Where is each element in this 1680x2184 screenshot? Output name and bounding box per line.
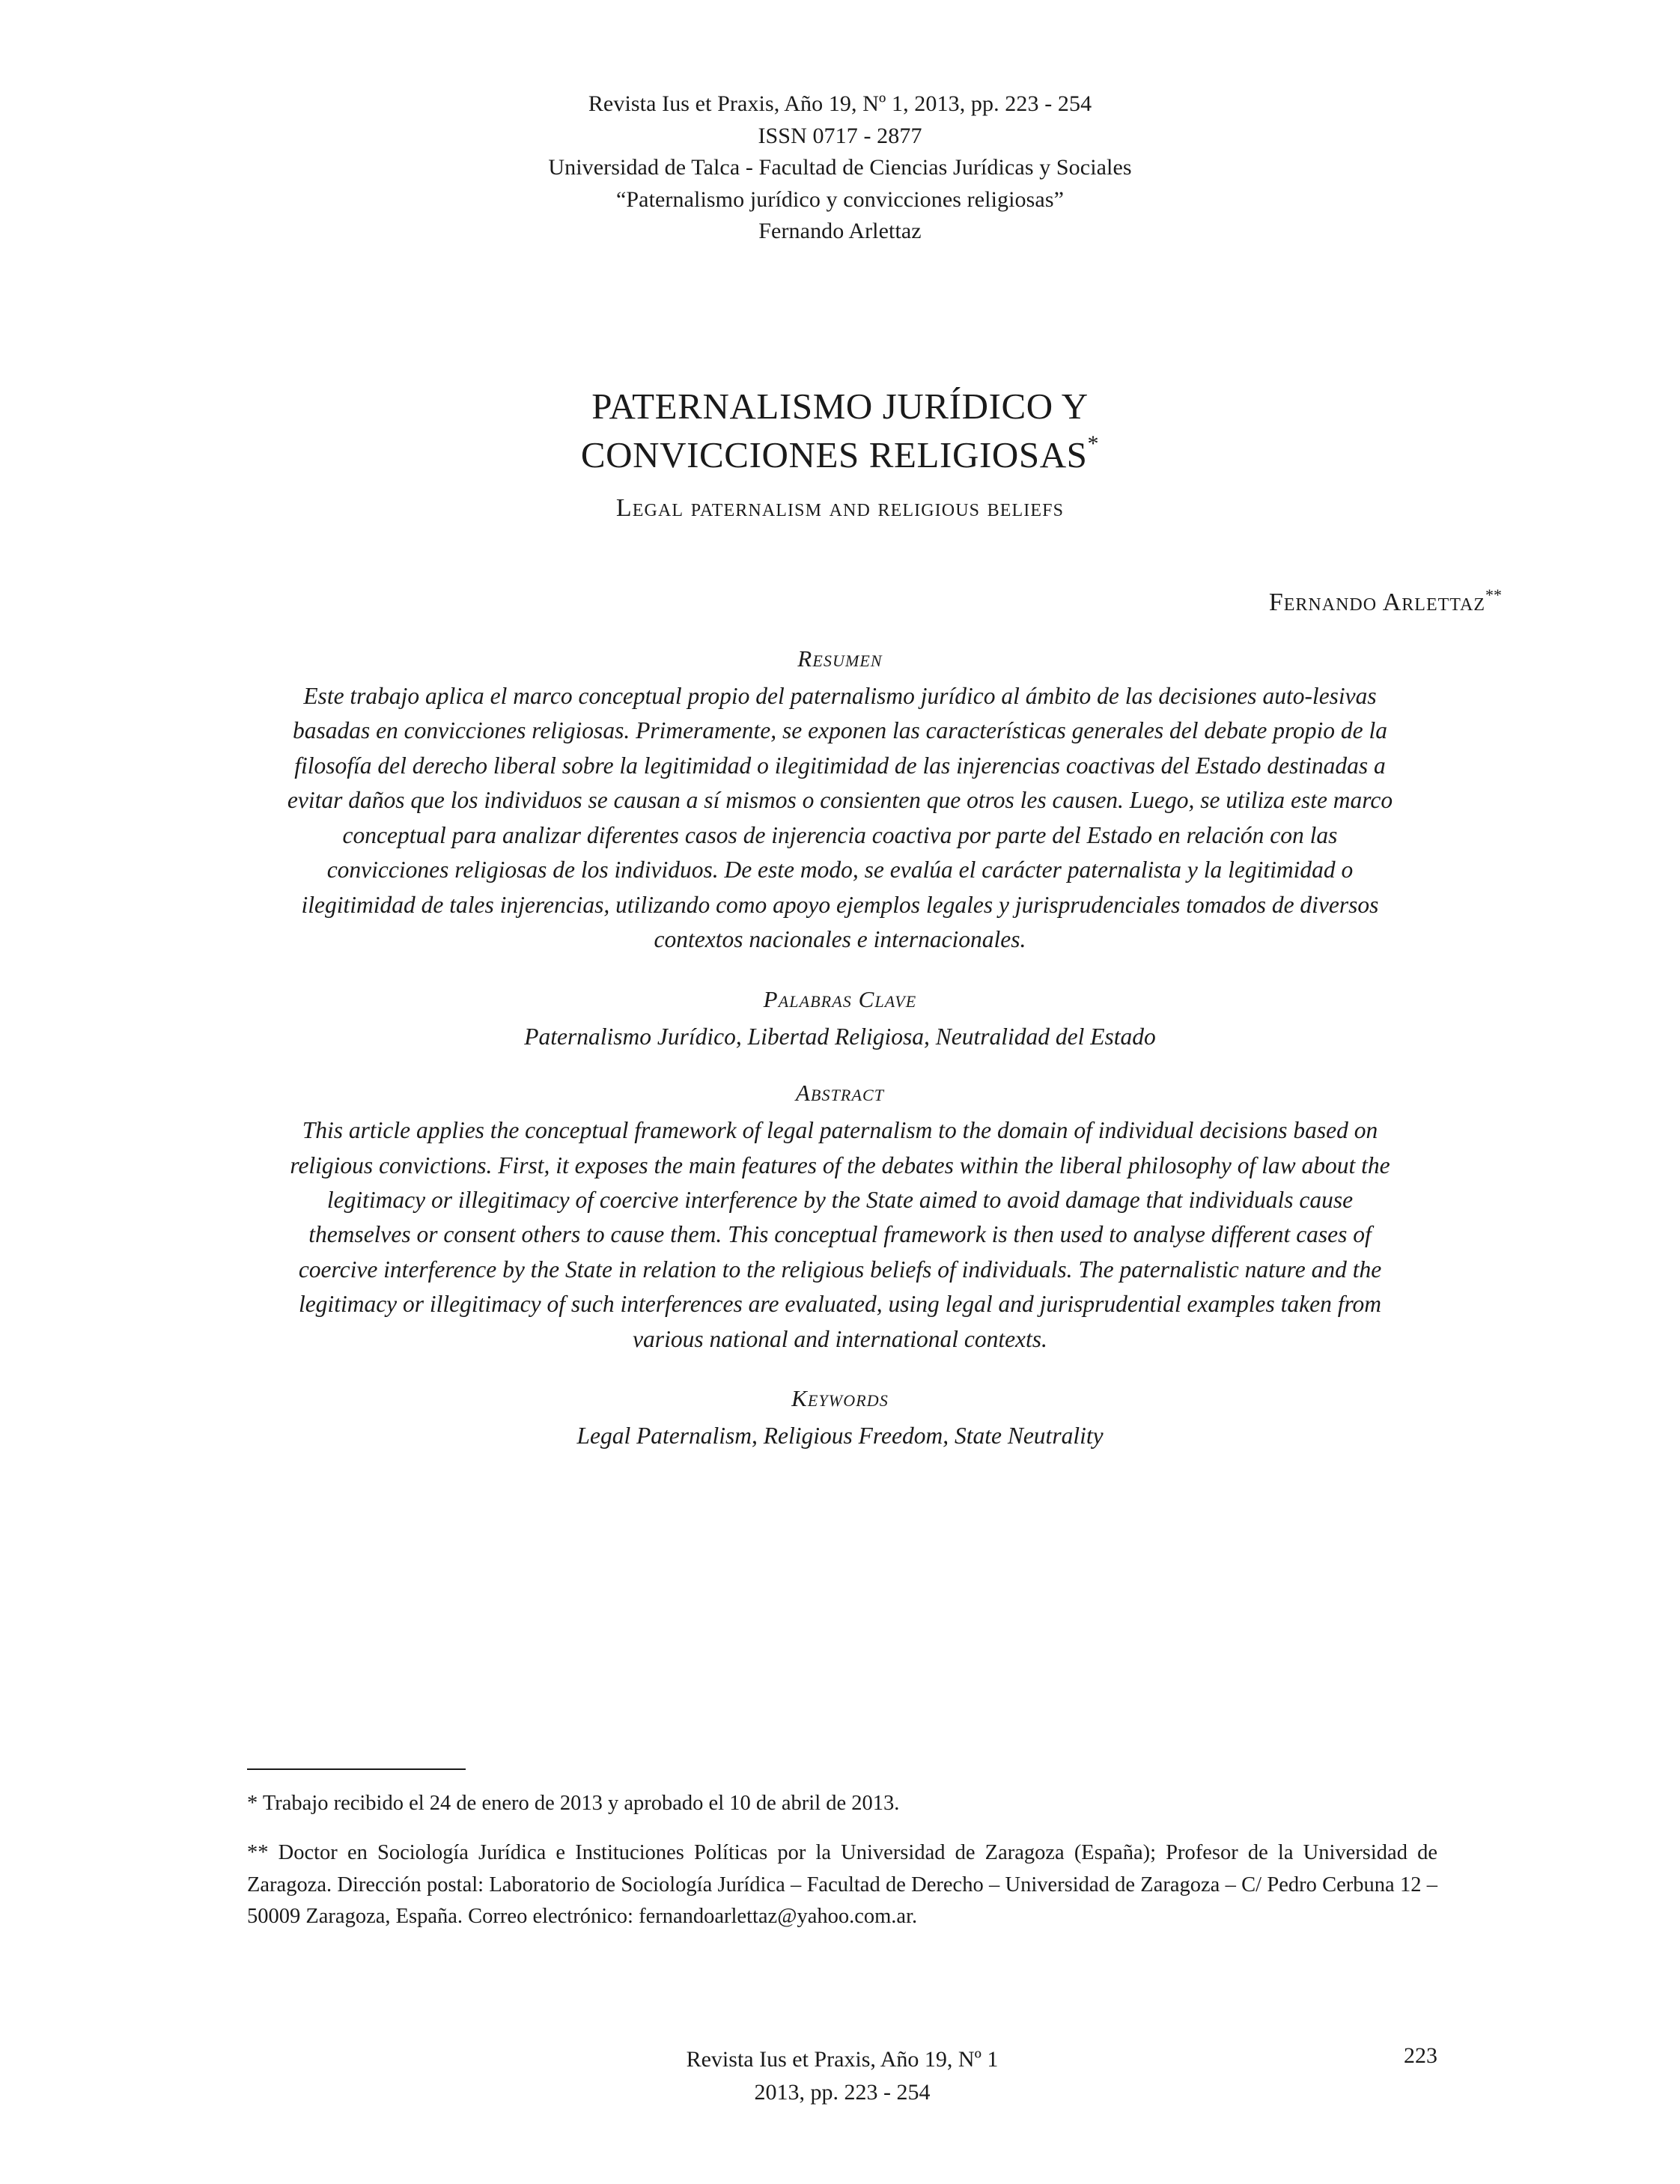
author-footnote-marker: ** [1485,585,1502,604]
resumen-body: Este trabajo aplica el marco conceptual propio del paternalismo jurídico al ámbito de las decisiones auto-lesivas basadas en convicciones religiosas. Primeramente, se exponen las características generales del debate propio de la filosofía del derecho liberal sobre la legitimidad o ilegitimidad de las injerencias coactivas del Estado destinadas a evitar daños que los individuos se causan a sí mismos o consienten que otros les causen. Luego, se utiliza este marco conceptual para analizar diferentes casos de injerencia coactiva por parte del Estado en relación con las convicciones religiosas de los individuos. De este modo, se evalúa el carácter paternalista y la legitimidad o ilegitimidad de tales injerencias, utilizando como apoyo ejemplos legales y jurisprudenciales tomados de diversos contextos nacionales e internacionales. [287,683,1393,953]
abstract-heading: Abstract [795,1080,885,1107]
running-head-line-author: Fernando Arlettaz [758,219,922,244]
footnote-first: * Trabajo recibido el 24 de enero de 2013 y aprobado el 10 de abril de 2013. [247,1792,900,1815]
page-title [0,383,1680,478]
footer-journal-info [247,2043,1437,2108]
running-head-line-issn: ISSN 0717 - 2877 [758,123,922,148]
footnote-separator-rule [247,1768,466,1770]
spacer [284,1357,1396,1385]
running-head-line-journal: Revista Ius et Praxis, Año 19, Nº 1, 2013, pp. 223 - 254 [588,91,1092,116]
article-title-line-1: PATERNALISMO JURÍDICO Y [591,386,1089,427]
abstract-body: This article applies the conceptual framework of legal paternalism to the domain of individual decisions based on religious convictions. First, it exposes the main features of the debates within the liberal philosophy of law about the legitimacy or illegitimacy of coercive interference by the State aimed to avoid damage that individuals cause themselves or consent others to cause them. This conceptual framework is then used to analyse different cases of coercive interference by the State in relation to the religious beliefs of individuals. The paternalistic nature and the legitimacy or illegitimacy of such interferences are evaluated, using legal and jurisprudential examples taken from various national and international contexts. [290,1117,1390,1352]
author-name: Fernando Arlettaz [1268,588,1485,616]
footer-line-2: 2013, pp. 223 - 254 [754,2079,931,2105]
keywords-heading: Keywords [791,1385,889,1412]
footer-line-1: Revista Ius et Praxis, Año 19, Nº 1 [686,2047,999,2072]
footnotes-section [247,1768,1437,1933]
palabras-clave-heading: Palabras Clave [763,985,917,1012]
author-byline [1269,585,1502,617]
palabras-clave-body: Paternalismo Jurídico, Libertad Religiosa, Neutralidad del Estado [524,1023,1156,1050]
article-title-line-2: CONVICCIONES RELIGIOSAS [580,434,1088,475]
keywords-body: Legal Paternalism, Religious Freedom, State Neutrality [576,1423,1104,1450]
running-head-line-article: “Paternalismo jurídico y convicciones religiosas” [615,186,1065,212]
page-number: 223 [1404,2043,1437,2068]
spacer [284,1054,1396,1080]
title-footnote-marker: * [1087,431,1100,456]
spacer [284,958,1396,986]
page-footer [247,2043,1437,2112]
abstract-section [284,645,1396,1454]
resumen-heading: Resumen [797,645,883,672]
article-subtitle: Legal paternalism and religious beliefs [615,494,1065,523]
title-block [0,383,1680,523]
running-head [0,88,1680,248]
running-head-line-institution: Universidad de Talca - Facultad de Ciencias Jurídicas y Sociales [548,155,1132,180]
footnote-second: ** Doctor en Sociología Jurídica e Instituciones Políticas por la Universidad de Zaragoza (España); Profesor de la Universidad de Zaragoza. Dirección postal: Laboratorio de Sociología Jurídica – Facultad de Derecho – Universidad de Zaragoza – C/ Pedro Cerbuna 12 – 50009 Zaragoza, España. Correo electrónico: fernandoarlettaz@yahoo.com.ar. [247,1841,1437,1929]
